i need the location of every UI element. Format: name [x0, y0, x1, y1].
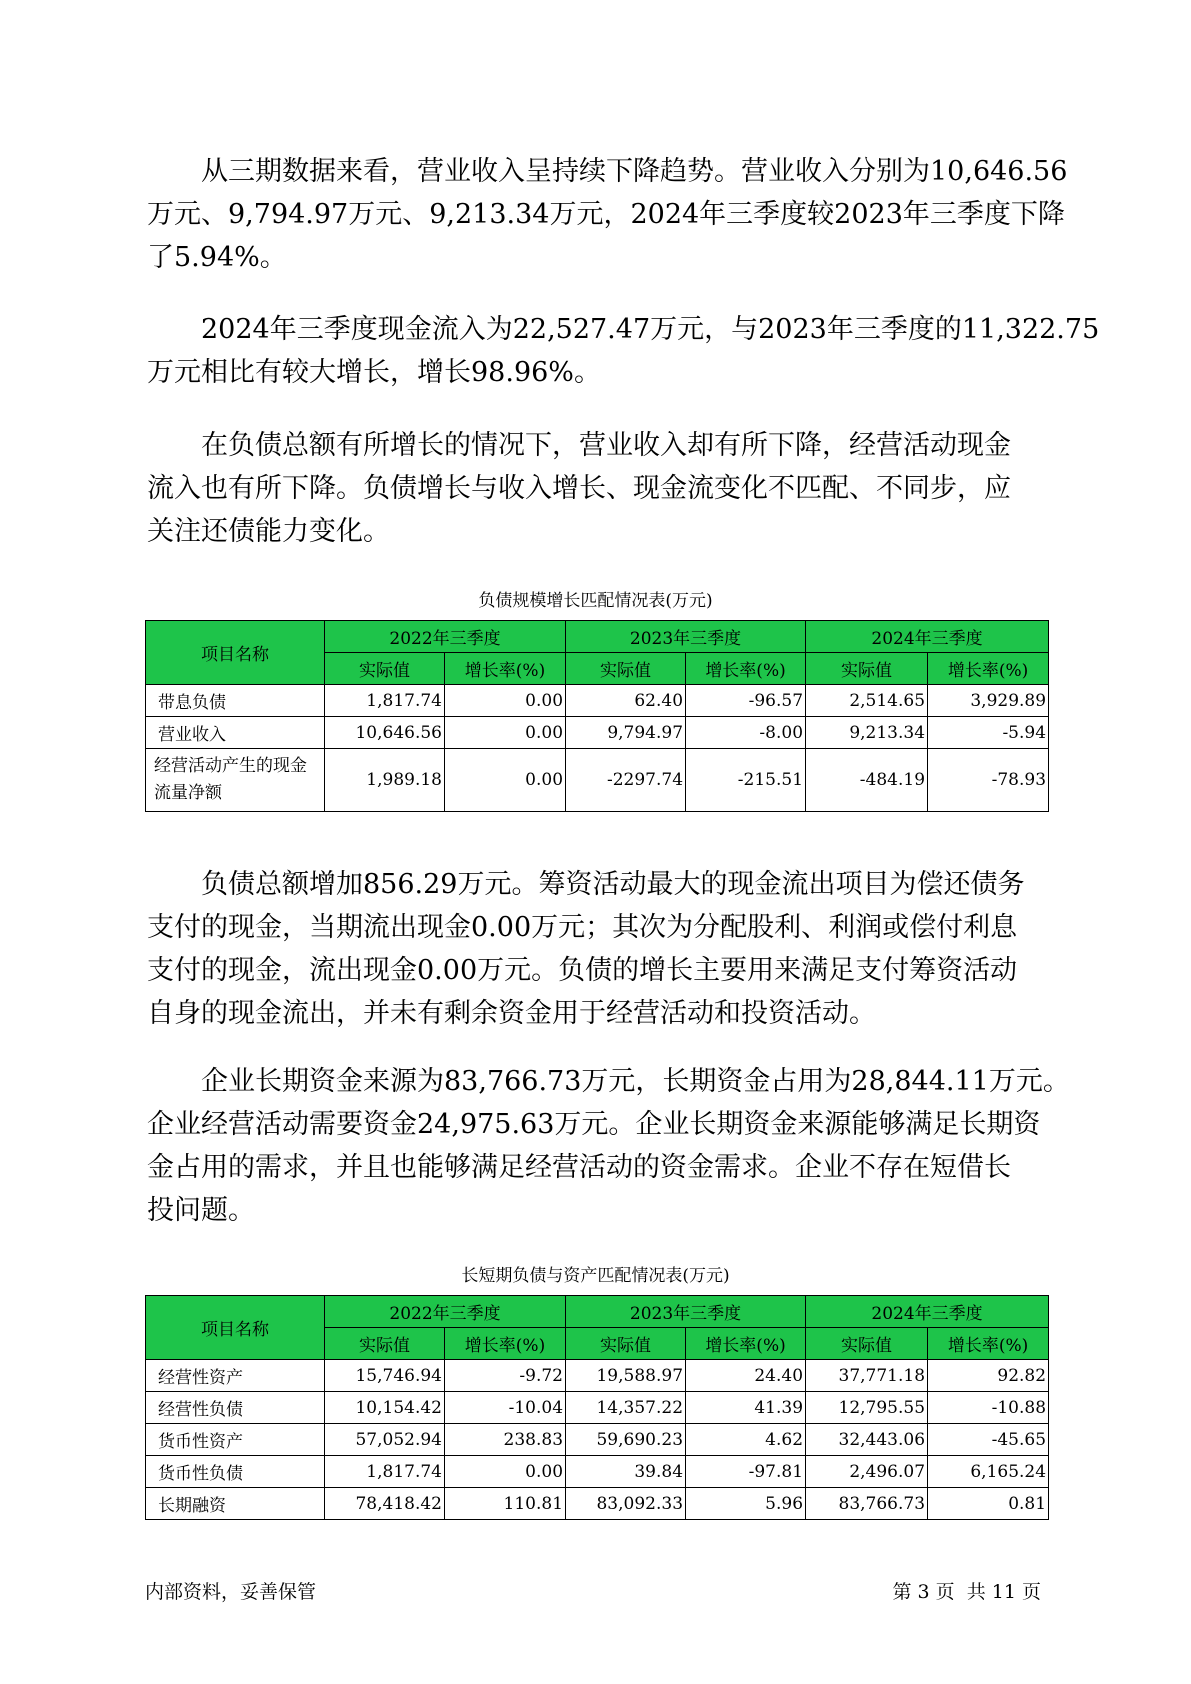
table-cell: 41.39	[686, 1392, 806, 1424]
table-cell: -10.88	[928, 1392, 1049, 1424]
table-row	[146, 685, 1049, 717]
table-cell: 0.00	[445, 749, 566, 812]
table-cell: 4.62	[686, 1424, 806, 1456]
column-header: 实际值	[325, 1328, 445, 1360]
column-header: 增长率(%)	[686, 653, 806, 685]
paragraph-line: 了5.94%。	[147, 242, 287, 273]
column-header-name: 项目名称	[146, 621, 325, 685]
column-header: 实际值	[566, 1328, 686, 1360]
table-header-row	[146, 1296, 1049, 1328]
table-cell: 9,794.97	[566, 717, 686, 749]
table-cell: -8.00	[686, 717, 806, 749]
row-label: 经营性资产	[146, 1360, 325, 1392]
table-row	[146, 749, 1049, 812]
table-cell: 1,817.74	[325, 1456, 445, 1488]
debt-growth-table	[145, 620, 1049, 812]
period-header: 2022年三季度	[325, 1296, 566, 1328]
table-cell: -97.81	[686, 1456, 806, 1488]
asset-liability-table	[145, 1295, 1049, 1520]
row-label: 经营性负债	[146, 1392, 325, 1424]
table-cell: 59,690.23	[566, 1424, 686, 1456]
table-row	[146, 1488, 1049, 1520]
table-row	[146, 1456, 1049, 1488]
table-cell: 62.40	[566, 685, 686, 717]
paragraph-line: 从三期数据来看，营业收入呈持续下降趋势。营业收入分别为10,646.56	[201, 156, 1068, 187]
row-label: 营业收入	[146, 717, 325, 749]
table-cell: 83,766.73	[806, 1488, 928, 1520]
table-row	[146, 1392, 1049, 1424]
row-label: 长期融资	[146, 1488, 325, 1520]
paragraph-cash-inflow	[147, 308, 1100, 394]
table-cell: -215.51	[686, 749, 806, 812]
period-header: 2022年三季度	[325, 621, 566, 653]
table-cell: 3,929.89	[928, 685, 1049, 717]
column-header: 增长率(%)	[928, 653, 1049, 685]
table-cell: 19,588.97	[566, 1360, 686, 1392]
column-header: 实际值	[806, 1328, 928, 1360]
row-label: 货币性负债	[146, 1456, 325, 1488]
table-cell: 57,052.94	[325, 1424, 445, 1456]
table-cell: 238.83	[445, 1424, 566, 1456]
table-cell: 0.81	[928, 1488, 1049, 1520]
period-header: 2024年三季度	[806, 621, 1049, 653]
paragraph-line: 万元相比有较大增长，增长98.96%。	[147, 357, 601, 388]
column-header: 增长率(%)	[686, 1328, 806, 1360]
table-cell: 9,213.34	[806, 717, 928, 749]
paragraph-debt-mismatch	[147, 424, 1057, 553]
paragraph-line: 金占用的需求，并且也能够满足经营活动的资金需求。企业不存在短借长	[147, 1152, 1011, 1183]
table-cell: 2,514.65	[806, 685, 928, 717]
column-header: 增长率(%)	[928, 1328, 1049, 1360]
column-header: 实际值	[806, 653, 928, 685]
table-row	[146, 717, 1049, 749]
table-cell: -10.04	[445, 1392, 566, 1424]
paragraph-line: 企业经营活动需要资金24,975.63万元。企业长期资金来源能够满足长期资	[147, 1109, 1041, 1140]
row-label: 货币性资产	[146, 1424, 325, 1456]
table-cell: 39.84	[566, 1456, 686, 1488]
paragraph-line: 自身的现金流出，并未有剩余资金用于经营活动和投资活动。	[147, 998, 876, 1029]
table-cell: 10,154.42	[325, 1392, 445, 1424]
paragraph-line: 在负债总额有所增长的情况下，营业收入却有所下降，经营活动现金	[201, 430, 1011, 461]
table-cell: 1,817.74	[325, 685, 445, 717]
column-header: 增长率(%)	[445, 653, 566, 685]
paragraph-line: 负债总额增加856.29万元。筹资活动最大的现金流出项目为偿还债务	[201, 869, 1025, 900]
column-header: 增长率(%)	[445, 1328, 566, 1360]
column-header: 实际值	[325, 653, 445, 685]
table-cell: 83,092.33	[566, 1488, 686, 1520]
paragraph-line: 关注还债能力变化。	[147, 516, 390, 547]
period-header: 2023年三季度	[566, 621, 806, 653]
table-cell: 14,357.22	[566, 1392, 686, 1424]
table-cell: 78,418.42	[325, 1488, 445, 1520]
table-cell: 37,771.18	[806, 1360, 928, 1392]
table2-caption: 长短期负债与资产匹配情况表(万元)	[461, 1266, 730, 1286]
paragraph-debt-increase	[147, 863, 1057, 1035]
paragraph-revenue-trend	[147, 150, 1068, 279]
table-row	[146, 1424, 1049, 1456]
table-cell: 6,165.24	[928, 1456, 1049, 1488]
paragraph-line: 万元、9,794.97万元、9,213.34万元，2024年三季度较2023年三季度下降	[147, 199, 1065, 230]
table-cell: -484.19	[806, 749, 928, 812]
paragraph-long-term-funds	[147, 1060, 1070, 1232]
row-label: 经营活动产生的现金流量净额	[146, 749, 325, 812]
table-cell: 24.40	[686, 1360, 806, 1392]
table-header-row	[146, 621, 1049, 653]
table-cell: 92.82	[928, 1360, 1049, 1392]
table-cell: 0.00	[445, 717, 566, 749]
table-cell: 2,496.07	[806, 1456, 928, 1488]
table-cell: 5.96	[686, 1488, 806, 1520]
row-label: 带息负债	[146, 685, 325, 717]
column-header: 实际值	[566, 653, 686, 685]
paragraph-line: 企业长期资金来源为83,766.73万元，长期资金占用为28,844.11万元。	[201, 1066, 1070, 1097]
paragraph-line: 投问题。	[147, 1195, 255, 1226]
table-cell: 1,989.18	[325, 749, 445, 812]
table-cell: -2297.74	[566, 749, 686, 812]
table-cell: 0.00	[445, 685, 566, 717]
table-cell: -78.93	[928, 749, 1049, 812]
paragraph-line: 流入也有所下降。负债增长与收入增长、现金流变化不匹配、不同步，应	[147, 473, 1011, 504]
paragraph-line: 2024年三季度现金流入为22,527.47万元，与2023年三季度的11,322.75	[201, 314, 1100, 345]
period-header: 2024年三季度	[806, 1296, 1049, 1328]
table-cell: -96.57	[686, 685, 806, 717]
table-row	[146, 1360, 1049, 1392]
period-header: 2023年三季度	[566, 1296, 806, 1328]
table-cell: 15,746.94	[325, 1360, 445, 1392]
footer-page-number: 第 3 页 共 11 页	[892, 1581, 1041, 1603]
table-cell: -5.94	[928, 717, 1049, 749]
table-cell: -45.65	[928, 1424, 1049, 1456]
paragraph-line: 支付的现金，当期流出现金0.00万元；其次为分配股利、利润或偿付利息	[147, 912, 1018, 943]
footer-confidential-note: 内部资料，妥善保管	[145, 1581, 317, 1603]
table-cell: -9.72	[445, 1360, 566, 1392]
table-cell: 110.81	[445, 1488, 566, 1520]
table-cell: 32,443.06	[806, 1424, 928, 1456]
paragraph-line: 支付的现金，流出现金0.00万元。负债的增长主要用来满足支付筹资活动	[147, 955, 1018, 986]
table-cell: 0.00	[445, 1456, 566, 1488]
column-header-name: 项目名称	[146, 1296, 325, 1360]
table1-caption: 负债规模增长匹配情况表(万元)	[478, 591, 713, 611]
table-cell: 10,646.56	[325, 717, 445, 749]
table-cell: 12,795.55	[806, 1392, 928, 1424]
